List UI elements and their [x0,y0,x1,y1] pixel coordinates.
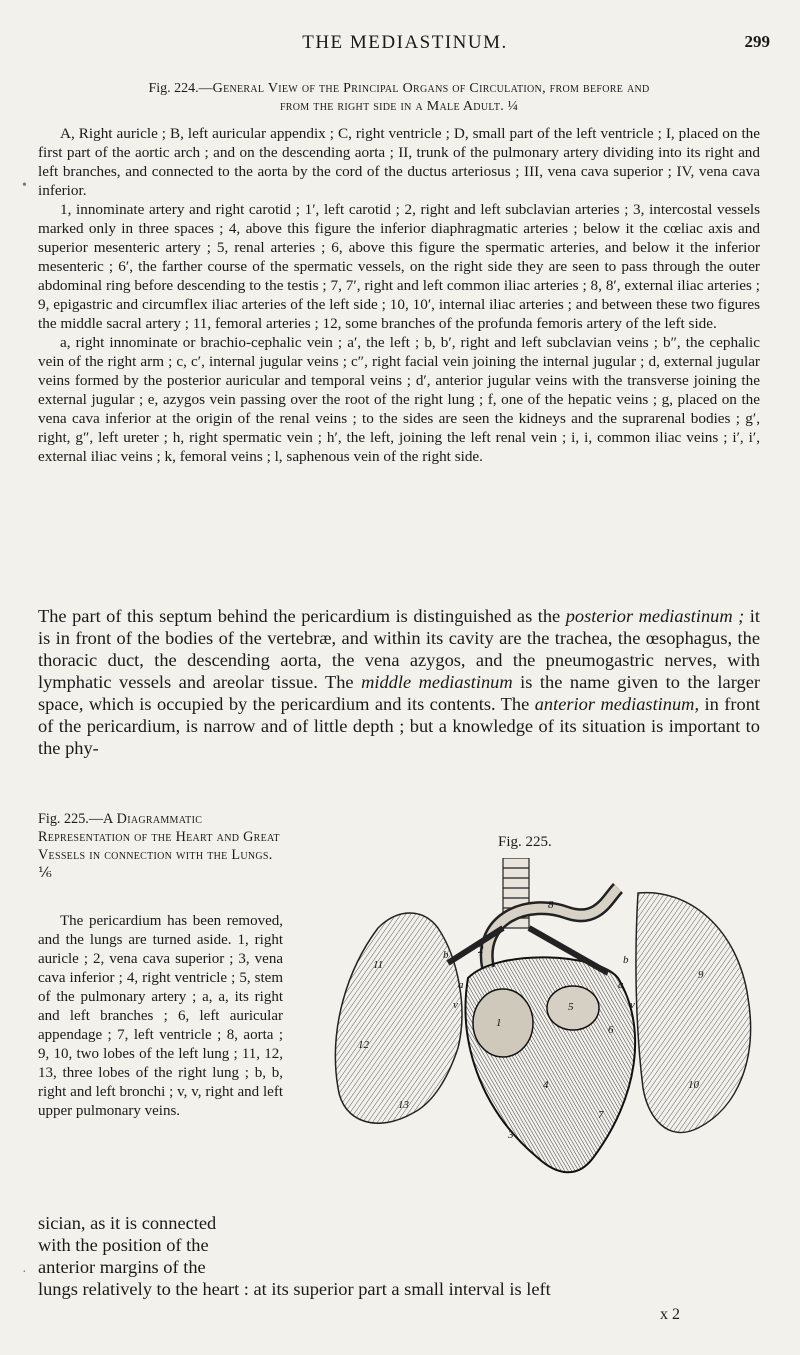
figure-224-caption-line1 [38,80,760,98]
page-number: 299 [744,32,770,51]
figure-225-label: Fig. 225.— [38,811,104,827]
anterior-mediastinum-term: anterior mediastinum, [534,694,700,714]
label-10: 10 [688,1079,699,1091]
label-7: 7 [598,1109,604,1121]
legend-numbers-paragraph: 1, innominate artery and right carotid ; 1′, left carotid ; 2, right and left subclavian arteries ; 3, intercostal vessels marked only in three spaces ; 4, above this figure the inferior diaphragmatic arteries ; below it the cœliac axis and superior mesenteric artery ; 5, renal arteries ; 6, above this figure the spermatic arteries, and below it the inferior mesenteric ; 6′, the farther course of the spermatic vessels, on the right side they are seen to pass through the outer abdominal ring before descending to the testis ; 7, 7′, right and left common iliac arteries ; 8, 8′, external iliac arteries ; 9, epigastric and circumflex iliac arteries of the left side ; 10, 10′, internal iliac arteries ; and between these two figures the middle sacral artery ; 11, femoral arteries ; 12, some branches of the profunda femoris artery of the left side. [38,201,760,332]
body-text-part-d: in front of the pericardium, is narrow and of little depth ; but a knowledge of its situation is important to the phy- [38,694,761,758]
label-4: 4 [543,1079,549,1091]
middle-mediastinum-term: middle mediastinum [361,672,513,692]
label-8: 8 [548,899,554,911]
stray-dot-mark: · [22,1265,27,1280]
figure-225-caption [38,810,283,882]
figure-224-label: Fig. 224.— [148,81,213,96]
running-head [40,32,770,58]
stray-bullet-mark: • [22,178,27,193]
figure-225-title: A Diagrammatic Representation of the Heart and Great Vessels in connection with the Lungs. [38,811,280,863]
left-lung [636,893,751,1133]
body-text-part-a: The part of this septum behind the pericardium is distinguished as the [38,606,566,626]
continuation-line-2: with the position of the [38,1235,209,1255]
continuation-line-1: sician, as it is connected [38,1213,217,1233]
signature-mark: x 2 [660,1306,680,1323]
figure-224-title-line2: from the right side in a Male Adult. [279,99,505,114]
legend-veins-paragraph: a, right innominate or brachio-cephalic vein ; a′, the left ; b, b′, right and left subclavian veins ; b″, the cephalic vein of the right arm ; c, c′, internal jugular veins ; c″, right facial vein joining the internal jugular ; d, external jugular veins formed by the posterior auricular and temporal veins ; d′, anterior jugular veins with the transverse joining the external jugular ; e, azygos vein passing over the root of the right lung ; f, one of the hepatic veins ; g, placed on the vena cava inferior at the origin of the renal veins ; to the sides are seen the kidneys and the suprarenal bodies ; g′, right, g″, left ureter ; h, right spermatic vein ; h′, the left, joining the left renal vein ; i, i, common iliac veins ; i′, i′, external iliac veins ; k, femoral veins ; l, saphenous vein of the right side. [38,334,760,465]
label-a-left: a [618,979,624,991]
body-text-part-c: is the name given to the larger space, which is occupied by the pericardium and its contents. The [38,672,760,714]
running-title: THE MEDIASTINUM. [302,32,508,53]
heart [466,957,636,1172]
legend-letters-paragraph: A, Right auricle ; B, left auricular appendix ; C, right ventricle ; D, small part of the left ventricle ; I, placed on the first part of the aortic arch ; and on the descending aorta ; II, trunk of the pulmonary artery dividing into its right and left branches, and connected to the aorta by the cord of the ductus arteriosus ; III, vena cava superior ; IV, vena cava inferior. [38,125,760,199]
continuation-line-4: lungs relatively to the heart : at its superior part a small interval is left [38,1279,551,1299]
continuation-line-3: anterior margins of the [38,1257,206,1277]
figure-225-label-above-image: Fig. 225. [498,834,552,850]
figure-224-scale: ¼ [507,99,519,114]
continuation-paragraph [38,1212,760,1300]
label-b-left: b [623,954,629,966]
label-3: 3 [508,1129,514,1141]
figure-224-legend [38,124,760,466]
label-v-left: v [630,999,635,1011]
figure-225-description-text: The pericardium has been removed, and the lungs are turned aside. 1, right auricle ; 2, vena cava superior ; 3, vena cava inferior ; 4, right ventricle ; 5, stem of the pulmonary artery ; a, a, its right and left branches ; 6, left auricular appendage ; 7, left ventricle ; 8, aorta ; 9, 10, two lobes of the left lung ; 11, 12, 13, three lobes of the right lung ; b, b, right and left bronchi ; v, v, right and left upper pulmonary veins. [38,913,283,1119]
figure-225-scale: ⅙ [38,865,52,881]
label-12: 12 [358,1039,369,1051]
label-11: 11 [373,959,384,971]
label-a-right: a [458,979,464,991]
body-text-part-b: it is in front of the bodies of the vertebræ, and within its cavity are the trachea, the œsophagus, the thoracic duct, the descending aorta, the vena azygos, and the pneumogastric nerves, with lymphatic vessels and areolar tissue. The [38,606,760,692]
right-auricle [473,989,533,1057]
figure-224-title-line1: General View of the Principal Organs of Circulation, from before and [212,81,650,96]
label-2: 2 [478,944,484,956]
figure-224-caption-line2 [38,98,760,116]
figure-224-caption [38,80,760,116]
label-5: 5 [568,1001,574,1013]
label-1: 1 [496,1017,502,1029]
label-9: 9 [698,969,704,981]
label-b-right: b [443,949,449,961]
heart-lungs-engraving [318,858,768,1208]
label-6: 6 [608,1024,614,1036]
label-13: 13 [398,1099,409,1111]
label-v-right: v [453,999,458,1011]
figure-225-description [38,912,283,1121]
posterior-mediastinum-term: posterior mediastinum ; [565,606,745,626]
body-paragraph [38,605,760,759]
right-lung [335,913,462,1123]
